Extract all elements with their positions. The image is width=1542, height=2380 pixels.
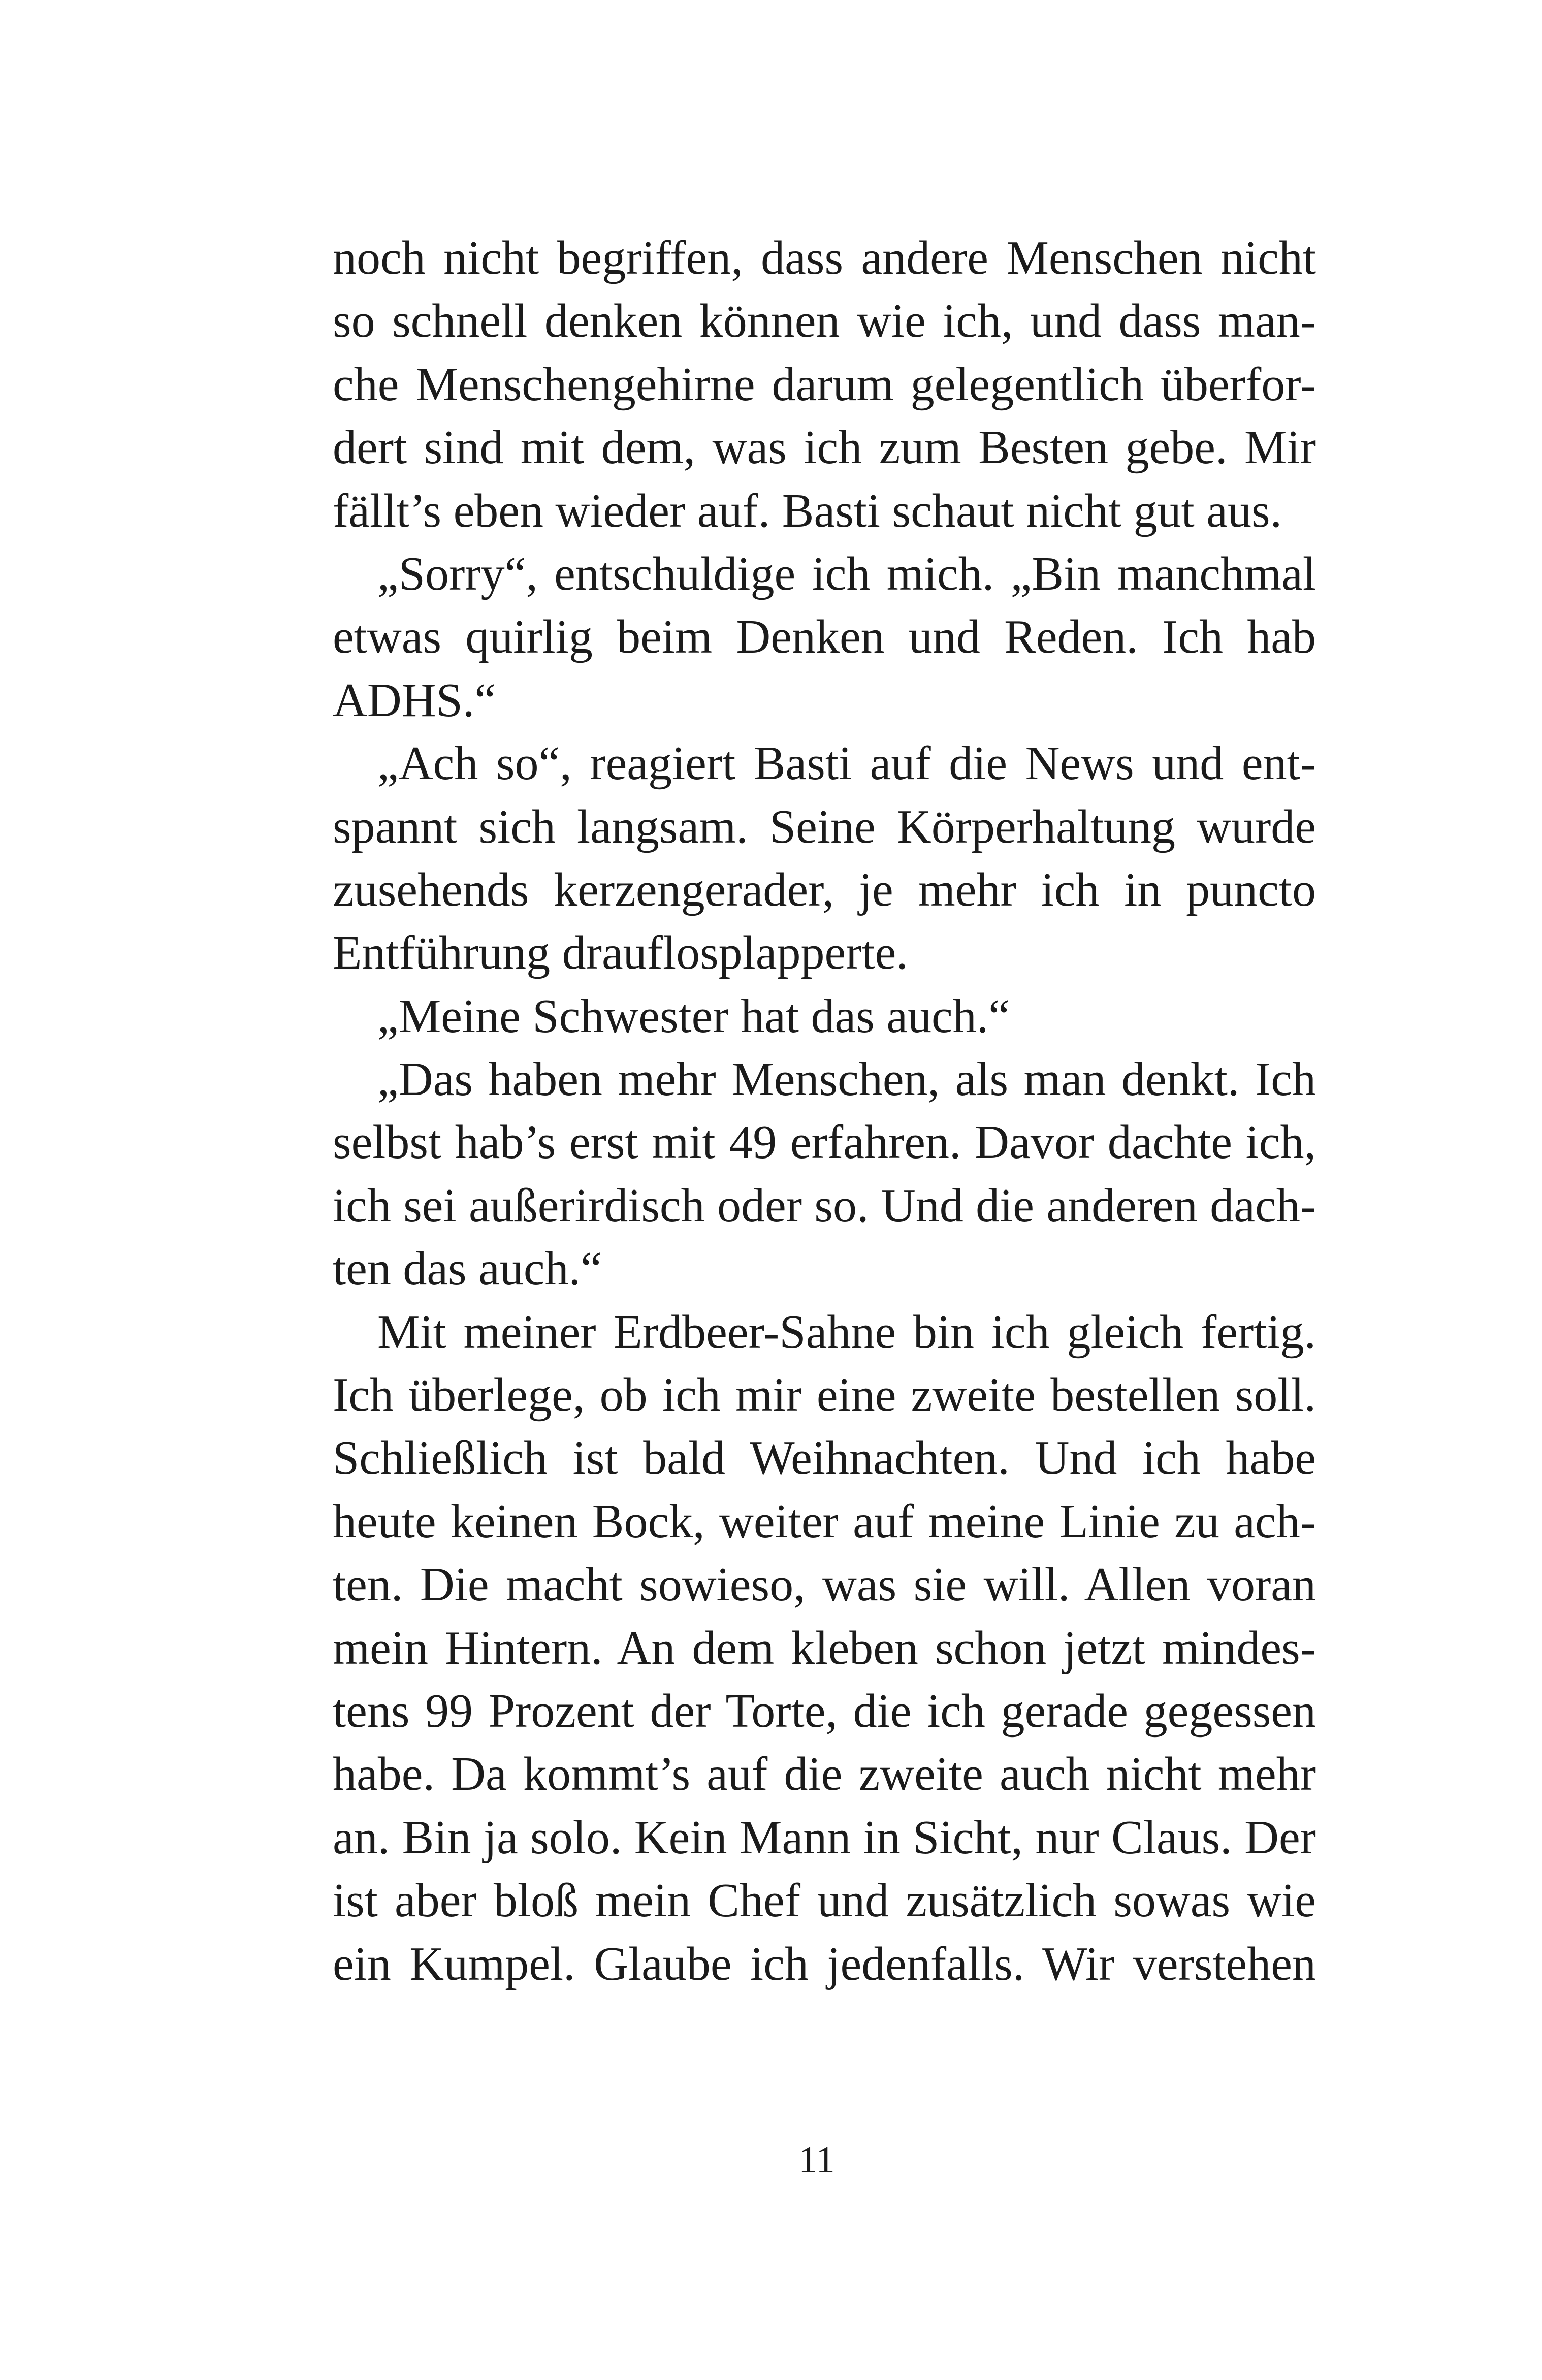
text-line: zusehends kerzengerader, je mehr ich in puncto [333, 863, 1316, 916]
text-line: „Ach so“, reagiert Basti auf die News und ent- [377, 737, 1316, 790]
text-line: ADHS.“ [333, 673, 496, 727]
text-line: ist aber bloß mein Chef und zusätzlich sowas wie [333, 1874, 1316, 1927]
text-line: noch nicht begriffen, dass andere Menschen nicht [333, 232, 1316, 284]
text-line: Mit meiner Erdbeer-Sahne bin ich gleich fertig. [377, 1305, 1316, 1359]
text-line: Schließlich ist bald Weihnachten. Und ich habe [333, 1432, 1316, 1485]
text-line: habe. Da kommt’s auf die zweite auch nicht mehr [333, 1748, 1316, 1801]
text-line: ich sei außerirdisch oder so. Und die anderen dach- [333, 1179, 1316, 1232]
text-line: ein Kumpel. Glaube ich jedenfalls. Wir verstehen [333, 1937, 1316, 1990]
text-line: selbst hab’s erst mit 49 erfahren. Davor dachte ich, [333, 1116, 1316, 1169]
text-line: „Sorry“, entschuldige ich mich. „Bin manchmal [377, 547, 1316, 600]
text-line: fällt’s eben wieder auf. Basti schaut nicht gut aus. [333, 484, 1282, 537]
text-line: heute keinen Bock, weiter auf meine Linie zu ach- [333, 1495, 1316, 1548]
text-line: an. Bin ja solo. Kein Mann in Sicht, nur Claus. Der [333, 1811, 1316, 1864]
text-line: „Das haben mehr Menschen, als man denkt. Ich [377, 1053, 1316, 1106]
text-line: dert sind mit dem, was ich zum Besten gebe. Mir [333, 421, 1316, 474]
text-line: tens 99 Prozent der Torte, die ich gerade gegessen [333, 1684, 1316, 1738]
text-line: che Menschengehirne darum gelegentlich überfor- [333, 358, 1316, 411]
text-line: Entführung drauflosplapperte. [333, 926, 908, 980]
page-number: 11 [798, 2139, 835, 2181]
text-line: ten. Die macht sowieso, was sie will. Allen voran [333, 1558, 1316, 1612]
text-line: Ich überlege, ob ich mir eine zweite bestellen soll. [333, 1369, 1316, 1422]
text-line: mein Hintern. An dem kleben schon jetzt mindes- [333, 1621, 1316, 1675]
text-line: etwas quirlig beim Denken und Reden. Ich hab [333, 610, 1316, 664]
text-line: „Meine Schwester hat das auch.“ [377, 989, 1010, 1043]
text-line: spannt sich langsam. Seine Körperhaltung wurde [333, 800, 1316, 853]
text-line: so schnell denken können wie ich, und dass man- [333, 295, 1316, 348]
body-text [333, 227, 1316, 1996]
text-line: ten das auch.“ [333, 1242, 602, 1296]
